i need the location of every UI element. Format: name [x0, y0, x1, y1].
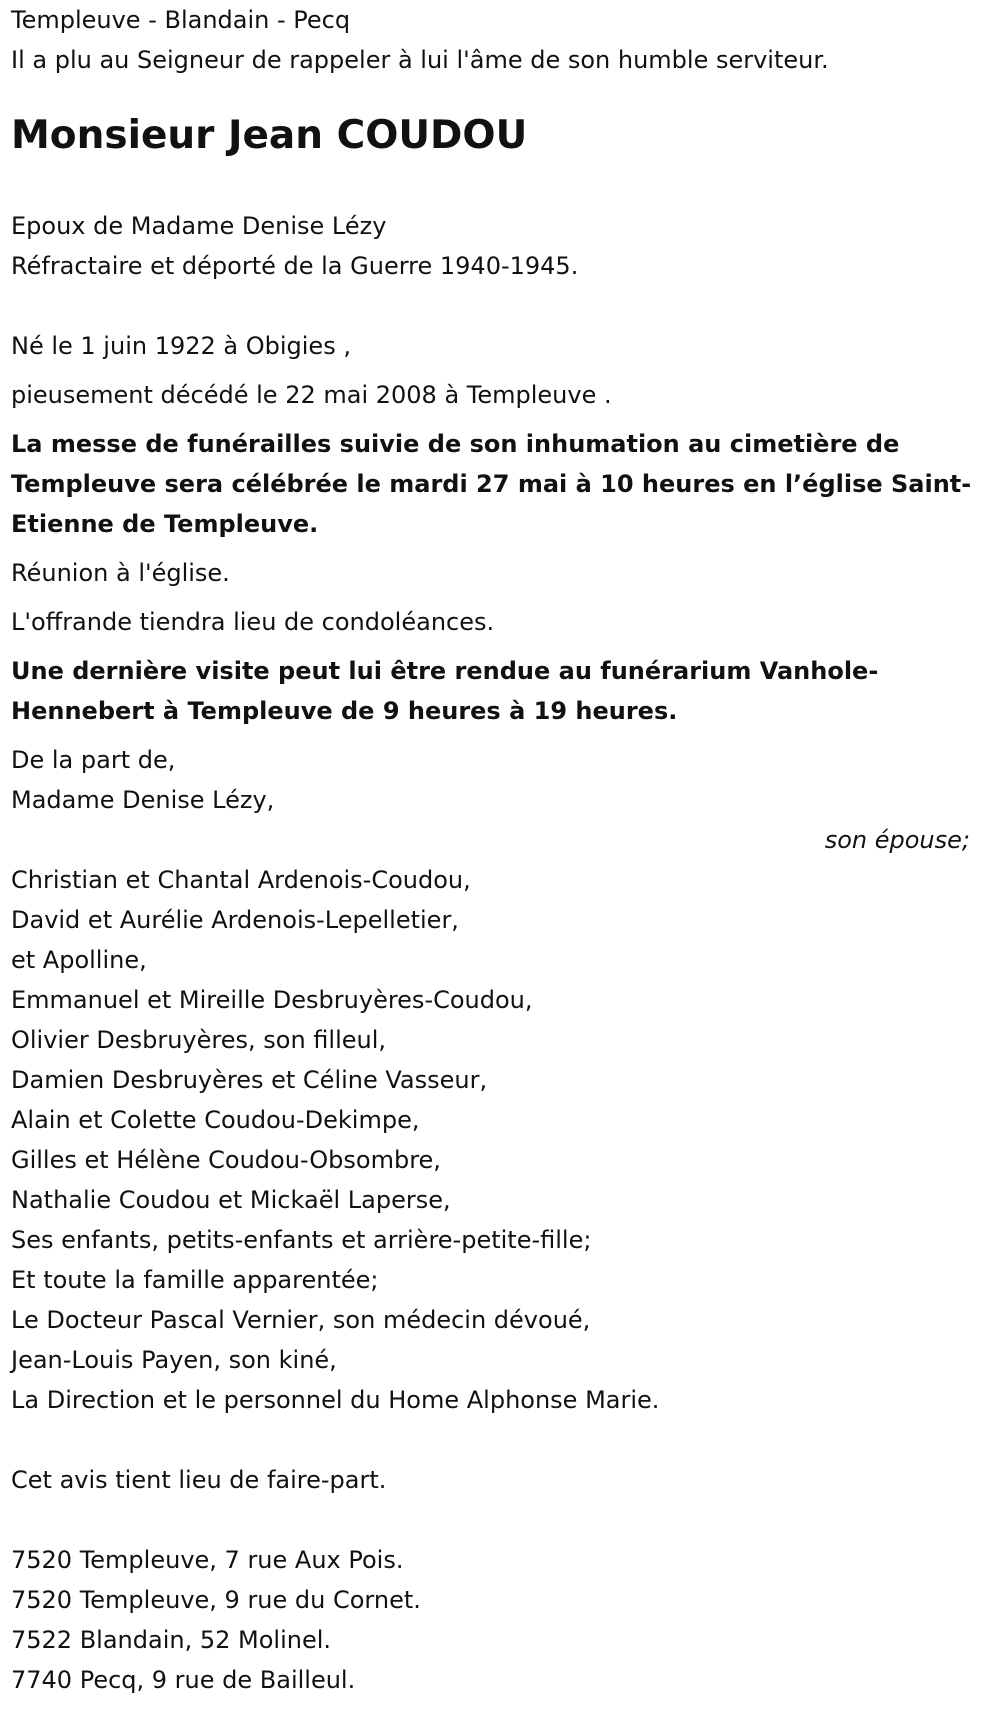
family-member: Jean-Louis Payen, son kiné, [11, 1346, 337, 1374]
family-member: Et toute la famille apparentée; [11, 1266, 379, 1294]
deceased-name: Monsieur Jean COUDOU [11, 113, 528, 158]
family-member: Ses enfants, petits-enfants et arrière-petite-fille; [11, 1226, 592, 1254]
address-list [11, 1540, 1000, 1700]
spouse-name-line: Madame Denise Lézy, [11, 786, 275, 814]
family-member: Olivier Desbruyères, son filleul, [11, 1026, 387, 1054]
bio-line: Réfractaire et déporté de la Guerre 1940-1945. [11, 252, 579, 280]
family-member: Nathalie Coudou et Mickaël Laperse, [11, 1186, 451, 1214]
family-members-list [11, 860, 1000, 1420]
address-line: 7520 Templeuve, 9 rue du Cornet. [11, 1586, 421, 1614]
from-line: De la part de, [11, 746, 176, 774]
family-member: David et Aurélie Ardenois-Lepelletier, [11, 906, 459, 934]
visit-paragraph: Une dernière visite peut lui être rendue au funérarium Vanhole-Hennebert à Templeuve de 9 heures à 19 heures. [11, 657, 879, 725]
family-member: Gilles et Hélène Coudou-Obsombre, [11, 1146, 441, 1174]
gathering-line: Réunion à l'église. [11, 559, 230, 587]
header-places: Templeuve - Blandain - Pecq [11, 6, 351, 34]
death-line: pieusement décédé le 22 mai 2008 à Templeuve . [11, 381, 612, 409]
address-line: 7522 Blandain, 52 Molinel. [11, 1626, 332, 1654]
birth-line: Né le 1 juin 1922 à Obigies , [11, 332, 351, 360]
notice-line: Cet avis tient lieu de faire-part. [11, 1466, 387, 1494]
address-line: 7520 Templeuve, 7 rue Aux Pois. [11, 1546, 404, 1574]
family-member: et Apolline, [11, 946, 147, 974]
spouse-role-note: son épouse; [824, 826, 970, 854]
family-member: Damien Desbruyères et Céline Vasseur, [11, 1066, 488, 1094]
spouse-line: Epoux de Madame Denise Lézy [11, 212, 387, 240]
family-member: Emmanuel et Mireille Desbruyères-Coudou, [11, 986, 533, 1014]
offering-line: L'offrande tiendra lieu de condoléances. [11, 608, 495, 636]
family-member: Christian et Chantal Ardenois-Coudou, [11, 866, 471, 894]
funeral-mass-paragraph: La messe de funérailles suivie de son inhumation au cimetière de Templeuve sera célébrée le mardi 27 mai à 10 heures en l’église Saint-Etienne de Templeuve. [11, 430, 972, 538]
family-member: La Direction et le personnel du Home Alphonse Marie. [11, 1386, 660, 1414]
header-intro: Il a plu au Seigneur de rappeler à lui l'âme de son humble serviteur. [11, 46, 829, 74]
family-member: Alain et Colette Coudou-Dekimpe, [11, 1106, 420, 1134]
family-member: Le Docteur Pascal Vernier, son médecin dévoué, [11, 1306, 591, 1334]
address-line: 7740 Pecq, 9 rue de Bailleul. [11, 1666, 356, 1694]
